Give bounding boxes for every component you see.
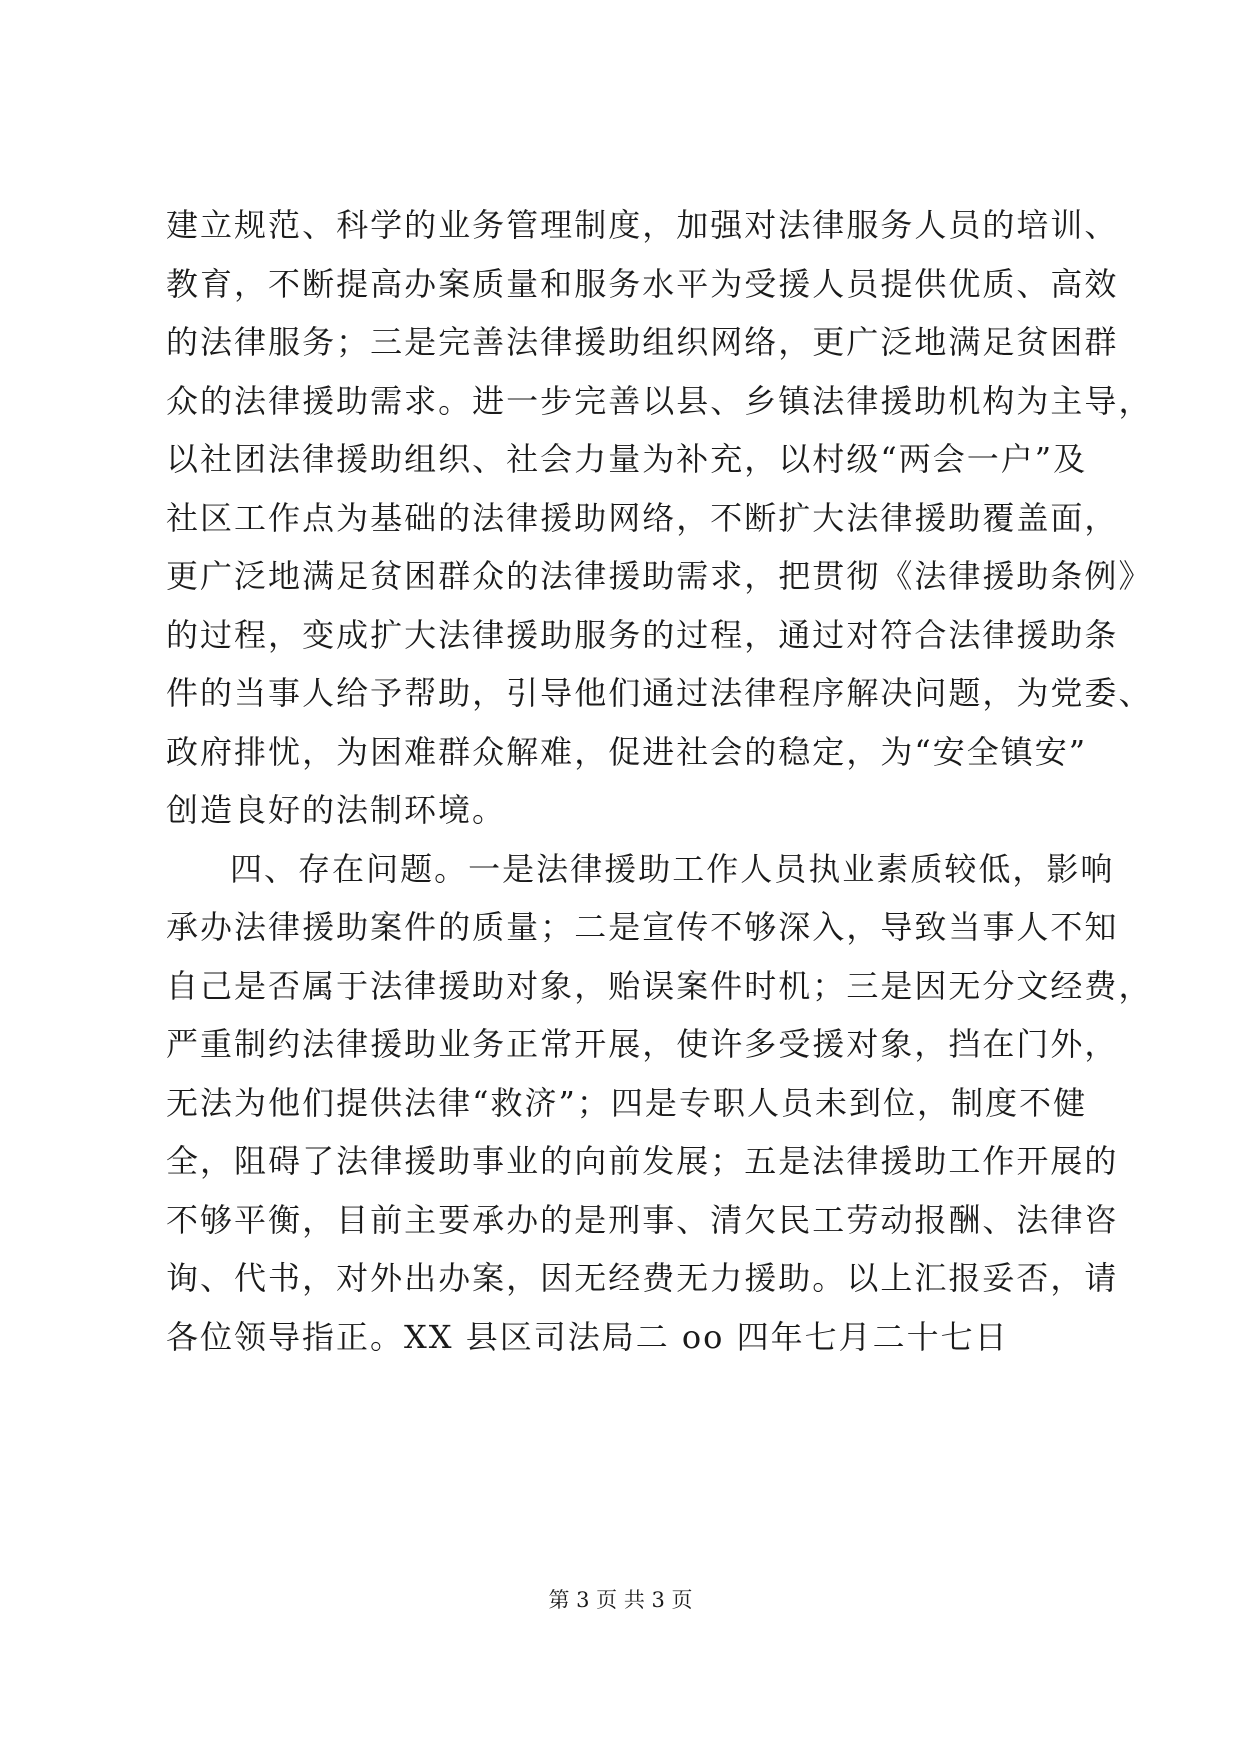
page-footer: 第 3 页 共 3 页	[548, 1588, 693, 1612]
paragraph-1-line: 以 社 团 法 律 援 助 组 织 、 社 会 力 量 为 补 充 ， 以 村 级 “ 两 会 一 户 ” 及	[166, 440, 1088, 478]
paragraph-1-line: 件 的 当 事 人 给 予 帮 助 ， 引 导 他 们 通 过 法 律 程 序 解 决 问 题 ， 为 党 委 、	[166, 674, 1153, 712]
paragraph-2-line: 全 ， 阻 碍 了 法 律 援 助 事 业 的 向 前 发 展 ； 五 是 法 律 援 助 工 作 开 展 的	[166, 1142, 1119, 1180]
paragraph-1-line: 教 育 ， 不 断 提 高 办 案 质 量 和 服 务 水 平 为 受 援 人 员 提 供 优 质 、 高 效	[166, 264, 1119, 303]
paragraph-2-line: 各位领导指正。XX 县区司法局二 oo 四年七月二十七日	[166, 1317, 1009, 1356]
paragraph-1-line: 政 府 排 忧 ， 为 困 难 群 众 解 难 ， 促 进 社 会 的 稳 定 ， 为 “ 安 全 镇 安 ”	[166, 732, 1088, 771]
paragraph-1-line: 的 过 程 ， 变 成 扩 大 法 律 援 助 服 务 的 过 程 ， 通 过 对 符 合 法 律 援 助 条	[166, 615, 1119, 654]
paragraph-2-line: 不 够 平 衡 ， 目 前 主 要 承 办 的 是 刑 事 、 清 欠 民 工 劳 动 报 酬 、 法 律 咨	[166, 1200, 1119, 1239]
paragraph-2-line: 四 、 存 在 问 题 。 一 是 法 律 援 助 工 作 人 员 执 业 素 质 较 低 ， 影 响	[230, 849, 1115, 888]
paragraph-1-line: 众 的 法 律 援 助 需 求 。 进 一 步 完 善 以 县 、 乡 镇 法 律 援 助 机 构 为 主 导 ，	[166, 381, 1153, 420]
paragraph-2-line: 自 己 是 否 属 于 法 律 援 助 对 象 ， 贻 误 案 件 时 机 ； 三 是 因 无 分 文 经 费 ，	[166, 966, 1153, 1005]
document-body	[166, 196, 1153, 1366]
paragraph-2-line: 询 、 代 书 ， 对 外 出 办 案 ， 因 无 经 费 无 力 援 助 。 以 上 汇 报 妥 否 ， 请	[166, 1259, 1119, 1297]
paragraph-2-line: 严 重 制 约 法 律 援 助 业 务 正 常 开 展 ， 使 许 多 受 援 对 象 ， 挡 在 门 外 ，	[166, 1025, 1119, 1063]
paragraph-1-line: 创造良好的法制环境。	[166, 791, 507, 829]
paragraph-2-line: 无 法 为 他 们 提 供 法 律 “ 救 济 ” ； 四 是 专 职 人 员 未 到 位 ， 制 度 不 健	[166, 1083, 1088, 1122]
paragraph-2-line: 承 办 法 律 援 助 案 件 的 质 量 ； 二 是 宣 传 不 够 深 入 ， 导 致 当 事 人 不 知	[166, 908, 1119, 946]
paragraph-1-line: 建 立 规 范 、 科 学 的 业 务 管 理 制 度 ， 加 强 对 法 律 服 务 人 员 的 培 训 、	[166, 206, 1119, 244]
paragraph-1-line: 更 广 泛 地 满 足 贫 困 群 众 的 法 律 援 助 需 求 ， 把 贯 彻 《 法 律 援 助 条 例 》	[166, 557, 1153, 595]
paragraph-1-line: 社 区 工 作 点 为 基 础 的 法 律 援 助 网 络 ， 不 断 扩 大 法 律 援 助 覆 盖 面 ，	[166, 498, 1119, 537]
paragraph-1-line: 的 法 律 服 务 ； 三 是 完 善 法 律 援 助 组 织 网 络 ， 更 广 泛 地 满 足 贫 困 群	[166, 323, 1119, 361]
